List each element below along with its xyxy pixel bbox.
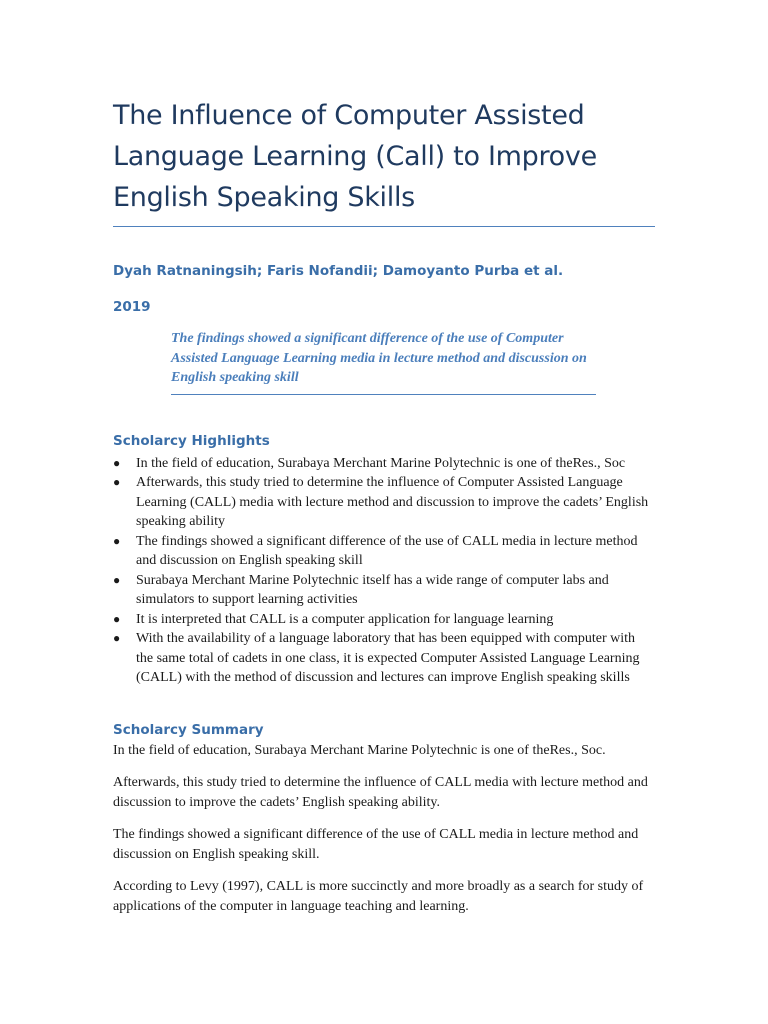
document-page [113,0,655,929]
title-divider [113,226,655,227]
key-finding-quote: The findings showed a significant difference of the use of Computer Assisted Language Learning media in lecture method and discussion on English speaking skill [171,329,596,395]
list-item [113,571,655,610]
highlight-text: It is interpreted that CALL is a computer application for language learning [136,611,554,627]
highlight-text: With the availability of a language laboratory that has been equipped with computer with the same total of cadets in one class, it is expected Computer Assisted Language Learning (CALL) with the method of discussion and lectures can improve English speaking skills [136,631,640,685]
document-title: The Influence of Computer Assisted Language Learning (Call) to Improve English Speaking Skills [113,100,597,213]
list-item [113,473,655,532]
highlight-text: The findings showed a significant difference of the use of CALL media in lecture method and discussion on English speaking skill [136,533,638,568]
publication-year: 2019 [113,299,151,315]
list-item [113,610,655,630]
summary-body [113,741,655,917]
bullet-icon: ● [113,572,121,587]
bullet-icon: ● [113,631,121,645]
highlights-heading: Scholarcy Highlights [113,432,270,449]
list-item [113,454,655,474]
highlight-text: In the field of education, Surabaya Merchant Marine Polytechnic is one of theRes., Soc [136,455,626,471]
highlight-text: Surabaya Merchant Marine Polytechnic itself has a wide range of computer labs and simulators to support learning activities [136,572,609,607]
bullet-icon: ● [113,455,121,470]
list-item [113,629,655,688]
bullet-icon: ● [113,475,121,489]
summary-paragraph: In the field of education, Surabaya Merchant Marine Polytechnic is one of theRes., Soc. [113,742,606,758]
list-item [113,532,655,571]
bullet-icon: ● [113,533,121,548]
summary-heading: Scholarcy Summary [113,721,264,738]
summary-paragraph: According to Levy (1997), CALL is more succinctly and more broadly as a search for study of applications of the computer in language teaching and learning. [113,879,644,914]
summary-paragraph: Afterwards, this study tried to determine the influence of CALL media with lecture method and discussion to improve the cadets’ English speaking ability. [113,775,648,810]
highlights-list [113,454,655,688]
summary-paragraph: The findings showed a significant difference of the use of CALL media in lecture method and discussion on English speaking skill. [113,827,639,862]
highlight-text: Afterwards, this study tried to determine the influence of Computer Assisted Language Learning (CALL) media with lecture method and discussion to improve the cadets’ English speaking ability [136,475,649,529]
bullet-icon: ● [113,611,121,626]
authors-line: Dyah Ratnaningsih; Faris Nofandii; Damoyanto Purba et al. [113,263,564,279]
